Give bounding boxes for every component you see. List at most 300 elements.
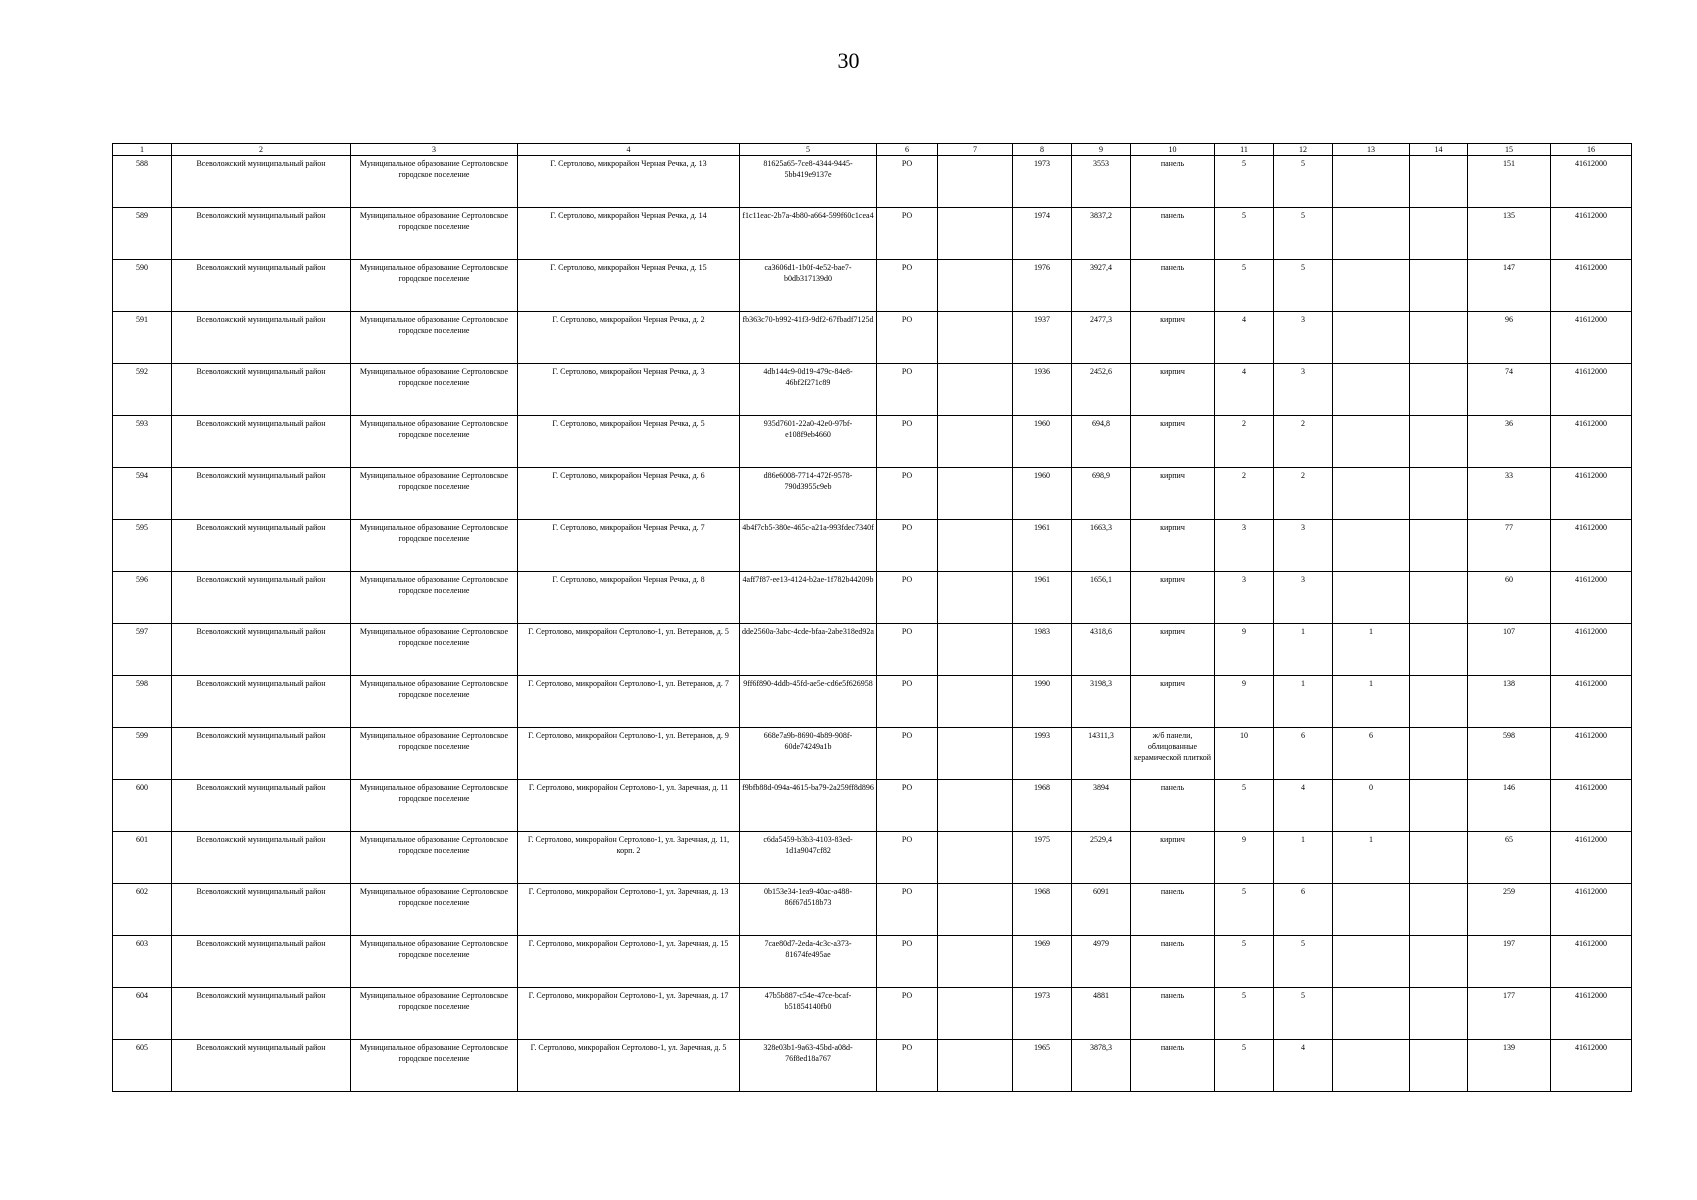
table-cell: 9: [1215, 832, 1274, 884]
table-cell: 590: [113, 260, 172, 312]
table-cell: [1333, 156, 1410, 208]
table-cell: 107: [1468, 624, 1551, 676]
table-cell: 598: [113, 676, 172, 728]
table-cell: 1975: [1013, 832, 1072, 884]
column-header: 16: [1551, 144, 1632, 156]
table-cell: 935d7601-22a0-42e0-97bf-e108f9eb4660: [740, 416, 877, 468]
table-cell: Всеволожский муниципальный район: [172, 728, 351, 780]
table-row: [113, 832, 1632, 884]
table-cell: 41612000: [1551, 1040, 1632, 1092]
table-cell: 41612000: [1551, 676, 1632, 728]
table-cell: РО: [877, 416, 938, 468]
table-cell: РО: [877, 936, 938, 988]
table-cell: 2529,4: [1072, 832, 1131, 884]
table-cell: [938, 572, 1013, 624]
table-cell: 14311,3: [1072, 728, 1131, 780]
table-cell: 259: [1468, 884, 1551, 936]
table-cell: 694,8: [1072, 416, 1131, 468]
table-cell: РО: [877, 156, 938, 208]
table-cell: Муниципальное образование Сертоловское городское поселение: [351, 624, 518, 676]
table-cell: 65: [1468, 832, 1551, 884]
table-cell: Г. Сертолово, микрорайон Черная Речка, д. 13: [518, 156, 740, 208]
table-cell: [1410, 468, 1468, 520]
table-cell: 1961: [1013, 520, 1072, 572]
table-cell: Г. Сертолово, микрорайон Сертолово-1, ул. Заречная, д. 5: [518, 1040, 740, 1092]
table-row: [113, 780, 1632, 832]
table-cell: 74: [1468, 364, 1551, 416]
table-cell: Всеволожский муниципальный район: [172, 572, 351, 624]
table-cell: 4db144c9-0d19-479c-84e8-46bf2f271c89: [740, 364, 877, 416]
table-cell: панель: [1131, 936, 1215, 988]
table-cell: 41612000: [1551, 156, 1632, 208]
table-cell: 4: [1215, 312, 1274, 364]
table-cell: [938, 1040, 1013, 1092]
table-cell: 3: [1215, 520, 1274, 572]
table-cell: 4979: [1072, 936, 1131, 988]
table-cell: Всеволожский муниципальный район: [172, 468, 351, 520]
table-cell: 1983: [1013, 624, 1072, 676]
table-cell: Муниципальное образование Сертоловское городское поселение: [351, 208, 518, 260]
table-cell: 1: [1274, 624, 1333, 676]
table-cell: Всеволожский муниципальный район: [172, 156, 351, 208]
table-cell: 177: [1468, 988, 1551, 1040]
column-header: 11: [1215, 144, 1274, 156]
table-cell: 147: [1468, 260, 1551, 312]
table-cell: [1410, 832, 1468, 884]
table-cell: 5: [1215, 936, 1274, 988]
table-cell: 3837,2: [1072, 208, 1131, 260]
table-cell: 698,9: [1072, 468, 1131, 520]
table-cell: Г. Сертолово, микрорайон Сертолово-1, ул. Заречная, д. 13: [518, 884, 740, 936]
table-cell: Муниципальное образование Сертоловское городское поселение: [351, 416, 518, 468]
table-cell: 1969: [1013, 936, 1072, 988]
table-cell: Муниципальное образование Сертоловское городское поселение: [351, 520, 518, 572]
table-cell: РО: [877, 676, 938, 728]
table-cell: 604: [113, 988, 172, 1040]
table-cell: 7cae80d7-2eda-4c3c-a373-81674fe495ae: [740, 936, 877, 988]
table-cell: Г. Сертолово, микрорайон Сертолово-1, ул. Заречная, д. 11, корп. 2: [518, 832, 740, 884]
table-cell: Муниципальное образование Сертоловское городское поселение: [351, 468, 518, 520]
table-cell: Г. Сертолово, микрорайон Черная Речка, д. 8: [518, 572, 740, 624]
table-cell: Г. Сертолово, микрорайон Черная Речка, д. 3: [518, 364, 740, 416]
table-cell: РО: [877, 988, 938, 1040]
table-cell: [938, 364, 1013, 416]
table-cell: 41612000: [1551, 624, 1632, 676]
table-cell: Г. Сертолово, микрорайон Сертолово-1, ул. Ветеранов, д. 5: [518, 624, 740, 676]
table-cell: 600: [113, 780, 172, 832]
table-cell: c6da5459-b3b3-4103-83ed-1d1a9047cf82: [740, 832, 877, 884]
table-cell: 197: [1468, 936, 1551, 988]
table-row: [113, 416, 1632, 468]
table-cell: 6: [1274, 884, 1333, 936]
table-cell: 60: [1468, 572, 1551, 624]
table-cell: Всеволожский муниципальный район: [172, 624, 351, 676]
table-cell: РО: [877, 312, 938, 364]
table-cell: 41612000: [1551, 416, 1632, 468]
table-cell: [1333, 260, 1410, 312]
table-cell: [938, 624, 1013, 676]
table-row: [113, 364, 1632, 416]
table-cell: панель: [1131, 208, 1215, 260]
table-cell: 3894: [1072, 780, 1131, 832]
table-cell: 596: [113, 572, 172, 624]
column-header: 8: [1013, 144, 1072, 156]
table-cell: Всеволожский муниципальный район: [172, 780, 351, 832]
table-cell: 5: [1274, 156, 1333, 208]
table-cell: РО: [877, 832, 938, 884]
table-cell: РО: [877, 208, 938, 260]
column-header: 1: [113, 144, 172, 156]
table-cell: Всеволожский муниципальный район: [172, 312, 351, 364]
table-cell: 4b4f7cb5-380e-465c-a21a-993fdec7340f: [740, 520, 877, 572]
table-cell: 81625a65-7ce8-4344-9445-5bb419e9137e: [740, 156, 877, 208]
table-cell: [1333, 312, 1410, 364]
table-cell: [938, 208, 1013, 260]
table-cell: 597: [113, 624, 172, 676]
table-cell: кирпич: [1131, 416, 1215, 468]
table-cell: 41612000: [1551, 520, 1632, 572]
table-cell: 2: [1215, 468, 1274, 520]
table-cell: панель: [1131, 884, 1215, 936]
table-cell: 5: [1274, 936, 1333, 988]
table-header: [113, 144, 1632, 156]
table-cell: 6: [1274, 728, 1333, 780]
table-cell: 41612000: [1551, 468, 1632, 520]
table-cell: [938, 780, 1013, 832]
table-cell: 3: [1274, 364, 1333, 416]
table-cell: 41612000: [1551, 312, 1632, 364]
table-cell: Муниципальное образование Сертоловское городское поселение: [351, 780, 518, 832]
table-cell: 41612000: [1551, 728, 1632, 780]
table-cell: панель: [1131, 260, 1215, 312]
table-cell: 41612000: [1551, 364, 1632, 416]
table-row: [113, 1040, 1632, 1092]
table-cell: 4881: [1072, 988, 1131, 1040]
table-cell: Всеволожский муниципальный район: [172, 936, 351, 988]
table-cell: [1333, 364, 1410, 416]
table-cell: 3: [1274, 572, 1333, 624]
table-cell: [1410, 520, 1468, 572]
table-cell: 1: [1333, 832, 1410, 884]
table-cell: Г. Сертолово, микрорайон Сертолово-1, ул. Ветеранов, д. 9: [518, 728, 740, 780]
table-cell: 1974: [1013, 208, 1072, 260]
table-cell: 151: [1468, 156, 1551, 208]
table-cell: 4318,6: [1072, 624, 1131, 676]
table-cell: Муниципальное образование Сертоловское городское поселение: [351, 676, 518, 728]
table-row: [113, 312, 1632, 364]
table-cell: [938, 988, 1013, 1040]
table-body: [113, 156, 1632, 1092]
table-cell: d86e6008-7714-472f-9578-790d3955c9eb: [740, 468, 877, 520]
table-row: [113, 208, 1632, 260]
table-cell: 5: [1215, 156, 1274, 208]
table-row: [113, 884, 1632, 936]
table-cell: 6091: [1072, 884, 1131, 936]
table-cell: 47b5b887-c54e-47ce-bcaf-b51854140fb0: [740, 988, 877, 1040]
table-cell: [938, 936, 1013, 988]
table-cell: 3198,3: [1072, 676, 1131, 728]
table-cell: кирпич: [1131, 468, 1215, 520]
table-cell: Всеволожский муниципальный район: [172, 416, 351, 468]
column-header: 7: [938, 144, 1013, 156]
table-cell: 9: [1215, 676, 1274, 728]
table-cell: [1333, 416, 1410, 468]
table-cell: 1993: [1013, 728, 1072, 780]
table-cell: 1663,3: [1072, 520, 1131, 572]
table-cell: dde2560a-3abc-4cde-bfaa-2abe318ed92a: [740, 624, 877, 676]
table-cell: 668e7a9b-8690-4b89-908f-60de74249a1b: [740, 728, 877, 780]
table-cell: 602: [113, 884, 172, 936]
housing-registry-table: [112, 143, 1632, 1092]
table-cell: Муниципальное образование Сертоловское городское поселение: [351, 988, 518, 1040]
table-cell: 5: [1274, 988, 1333, 1040]
table-cell: [938, 468, 1013, 520]
table-cell: [1410, 312, 1468, 364]
table-cell: 2: [1274, 468, 1333, 520]
table-cell: Г. Сертолово, микрорайон Черная Речка, д. 2: [518, 312, 740, 364]
table-cell: РО: [877, 572, 938, 624]
table-cell: 1968: [1013, 780, 1072, 832]
table-cell: 603: [113, 936, 172, 988]
table-cell: f1c11eac-2b7a-4b80-a664-599f60c1cea4: [740, 208, 877, 260]
table-cell: [1410, 624, 1468, 676]
table-cell: 1961: [1013, 572, 1072, 624]
table-cell: 593: [113, 416, 172, 468]
table-row: [113, 520, 1632, 572]
table-cell: 1973: [1013, 156, 1072, 208]
table-cell: 1976: [1013, 260, 1072, 312]
table-cell: [1410, 572, 1468, 624]
table-cell: [1410, 156, 1468, 208]
table-cell: РО: [877, 1040, 938, 1092]
table-cell: кирпич: [1131, 520, 1215, 572]
table-cell: 41612000: [1551, 208, 1632, 260]
table-cell: 5: [1215, 260, 1274, 312]
column-header: 6: [877, 144, 938, 156]
table-cell: [1333, 572, 1410, 624]
table-cell: [938, 156, 1013, 208]
table-cell: 135: [1468, 208, 1551, 260]
table-cell: панель: [1131, 988, 1215, 1040]
table-cell: [938, 676, 1013, 728]
table-cell: 605: [113, 1040, 172, 1092]
table-cell: 10: [1215, 728, 1274, 780]
table-cell: 4aff7f87-ee13-4124-b2ae-1f782b44209b: [740, 572, 877, 624]
column-header: 5: [740, 144, 877, 156]
table-cell: f9bfb88d-094a-4615-ba79-2a259ff8d896: [740, 780, 877, 832]
table-cell: 6: [1333, 728, 1410, 780]
table-cell: [1410, 364, 1468, 416]
table-cell: Всеволожский муниципальный район: [172, 208, 351, 260]
table-cell: 146: [1468, 780, 1551, 832]
table-cell: 1937: [1013, 312, 1072, 364]
table-cell: Г. Сертолово, микрорайон Черная Речка, д. 6: [518, 468, 740, 520]
table-cell: [1410, 208, 1468, 260]
table-cell: [1333, 468, 1410, 520]
table-cell: Г. Сертолово, микрорайон Черная Речка, д. 14: [518, 208, 740, 260]
table-cell: 5: [1215, 884, 1274, 936]
table-cell: 41612000: [1551, 936, 1632, 988]
table-cell: панель: [1131, 1040, 1215, 1092]
table-cell: 41612000: [1551, 988, 1632, 1040]
table-cell: [938, 728, 1013, 780]
table-cell: 9ff6f890-4ddb-45fd-ae5e-cd6e5f626958: [740, 676, 877, 728]
table-cell: [938, 260, 1013, 312]
table-cell: Г. Сертолово, микрорайон Черная Речка, д. 7: [518, 520, 740, 572]
table-cell: [938, 312, 1013, 364]
table-cell: Г. Сертолово, микрорайон Сертолово-1, ул. Заречная, д. 15: [518, 936, 740, 988]
table-cell: 41612000: [1551, 780, 1632, 832]
column-header: 12: [1274, 144, 1333, 156]
column-header: 3: [351, 144, 518, 156]
table-cell: 5: [1274, 208, 1333, 260]
table-cell: 599: [113, 728, 172, 780]
table-cell: [1410, 260, 1468, 312]
table-cell: [1333, 988, 1410, 1040]
table-cell: кирпич: [1131, 572, 1215, 624]
column-header: 14: [1410, 144, 1468, 156]
table-cell: Всеволожский муниципальный район: [172, 988, 351, 1040]
table-cell: РО: [877, 364, 938, 416]
table-cell: 1: [1274, 832, 1333, 884]
table-cell: [938, 416, 1013, 468]
table-cell: 1965: [1013, 1040, 1072, 1092]
table-cell: 96: [1468, 312, 1551, 364]
table-cell: [1410, 1040, 1468, 1092]
table-cell: кирпич: [1131, 676, 1215, 728]
table-cell: 5: [1215, 208, 1274, 260]
table-cell: кирпич: [1131, 312, 1215, 364]
table-cell: 1973: [1013, 988, 1072, 1040]
table-cell: 3927,4: [1072, 260, 1131, 312]
page-number: 30: [837, 48, 860, 73]
table-cell: 2477,3: [1072, 312, 1131, 364]
column-header: 9: [1072, 144, 1131, 156]
table-cell: 41612000: [1551, 884, 1632, 936]
table-row: [113, 988, 1632, 1040]
column-header: 4: [518, 144, 740, 156]
table-cell: РО: [877, 260, 938, 312]
column-header: 15: [1468, 144, 1551, 156]
table-cell: fb363c70-b992-41f3-9df2-67fbadf7125d: [740, 312, 877, 364]
table-cell: [938, 520, 1013, 572]
table-cell: Муниципальное образование Сертоловское городское поселение: [351, 832, 518, 884]
table-cell: 41612000: [1551, 260, 1632, 312]
table-cell: 3: [1274, 520, 1333, 572]
table-cell: [1410, 416, 1468, 468]
table-cell: кирпич: [1131, 832, 1215, 884]
table-cell: Всеволожский муниципальный район: [172, 364, 351, 416]
table-cell: Г. Сертолово, микрорайон Сертолово-1, ул. Заречная, д. 17: [518, 988, 740, 1040]
table-cell: Всеволожский муниципальный район: [172, 1040, 351, 1092]
table-cell: Муниципальное образование Сертоловское городское поселение: [351, 312, 518, 364]
table-cell: 328e03b1-9a63-45bd-a08d-76f8ed18a767: [740, 1040, 877, 1092]
table-cell: РО: [877, 728, 938, 780]
table-row: [113, 936, 1632, 988]
table-cell: ca3606d1-1b0f-4e52-bae7-b0db317139d0: [740, 260, 877, 312]
table-cell: 3878,3: [1072, 1040, 1131, 1092]
table-cell: [1333, 884, 1410, 936]
table-cell: 41612000: [1551, 572, 1632, 624]
column-header: 10: [1131, 144, 1215, 156]
table-cell: РО: [877, 624, 938, 676]
table-cell: кирпич: [1131, 364, 1215, 416]
table-cell: 589: [113, 208, 172, 260]
table-cell: 138: [1468, 676, 1551, 728]
table-cell: Г. Сертолово, микрорайон Черная Речка, д. 5: [518, 416, 740, 468]
table-row: [113, 260, 1632, 312]
table-row: [113, 624, 1632, 676]
table-cell: 594: [113, 468, 172, 520]
table-cell: Всеволожский муниципальный район: [172, 676, 351, 728]
table-cell: 1: [1274, 676, 1333, 728]
table-cell: Всеволожский муниципальный район: [172, 884, 351, 936]
table-cell: РО: [877, 468, 938, 520]
table-cell: 0: [1333, 780, 1410, 832]
table-row: [113, 468, 1632, 520]
table-cell: Муниципальное образование Сертоловское городское поселение: [351, 260, 518, 312]
table-cell: 1656,1: [1072, 572, 1131, 624]
table-cell: 33: [1468, 468, 1551, 520]
table-cell: 601: [113, 832, 172, 884]
table-cell: 3: [1274, 312, 1333, 364]
table-row: [113, 728, 1632, 780]
column-header: 13: [1333, 144, 1410, 156]
table-cell: ж/б панели, облицованные керамической плиткой: [1131, 728, 1215, 780]
table-cell: 595: [113, 520, 172, 572]
table-cell: 139: [1468, 1040, 1551, 1092]
table-cell: Г. Сертолово, микрорайон Сертолово-1, ул. Ветеранов, д. 7: [518, 676, 740, 728]
table-cell: Всеволожский муниципальный район: [172, 520, 351, 572]
table-cell: Муниципальное образование Сертоловское городское поселение: [351, 364, 518, 416]
table-cell: [1333, 936, 1410, 988]
table-cell: [1333, 208, 1410, 260]
table-cell: Всеволожский муниципальный район: [172, 832, 351, 884]
table-cell: 2452,6: [1072, 364, 1131, 416]
table-cell: 36: [1468, 416, 1551, 468]
table-cell: [1333, 1040, 1410, 1092]
table-cell: Всеволожский муниципальный район: [172, 260, 351, 312]
table-row: [113, 676, 1632, 728]
table-cell: 3553: [1072, 156, 1131, 208]
table-cell: 1968: [1013, 884, 1072, 936]
table-cell: 1936: [1013, 364, 1072, 416]
table-cell: 598: [1468, 728, 1551, 780]
table-cell: панель: [1131, 780, 1215, 832]
table-cell: Муниципальное образование Сертоловское городское поселение: [351, 884, 518, 936]
table-cell: [1410, 988, 1468, 1040]
table-cell: 592: [113, 364, 172, 416]
column-number-row: [113, 144, 1632, 156]
table-cell: 588: [113, 156, 172, 208]
table-cell: 5: [1215, 780, 1274, 832]
table-cell: [1410, 884, 1468, 936]
table-cell: 0b153e34-1ea9-40ac-a488-86f67d518b73: [740, 884, 877, 936]
column-header: 2: [172, 144, 351, 156]
table-cell: [1333, 520, 1410, 572]
table-cell: 591: [113, 312, 172, 364]
table-cell: Муниципальное образование Сертоловское городское поселение: [351, 156, 518, 208]
table-row: [113, 156, 1632, 208]
table-cell: 1990: [1013, 676, 1072, 728]
table-cell: Г. Сертолово, микрорайон Сертолово-1, ул. Заречная, д. 11: [518, 780, 740, 832]
table-cell: РО: [877, 520, 938, 572]
table-cell: [1410, 728, 1468, 780]
table-cell: [938, 884, 1013, 936]
table-cell: Г. Сертолово, микрорайон Черная Речка, д. 15: [518, 260, 740, 312]
table-cell: 5: [1215, 988, 1274, 1040]
table-cell: [1410, 780, 1468, 832]
